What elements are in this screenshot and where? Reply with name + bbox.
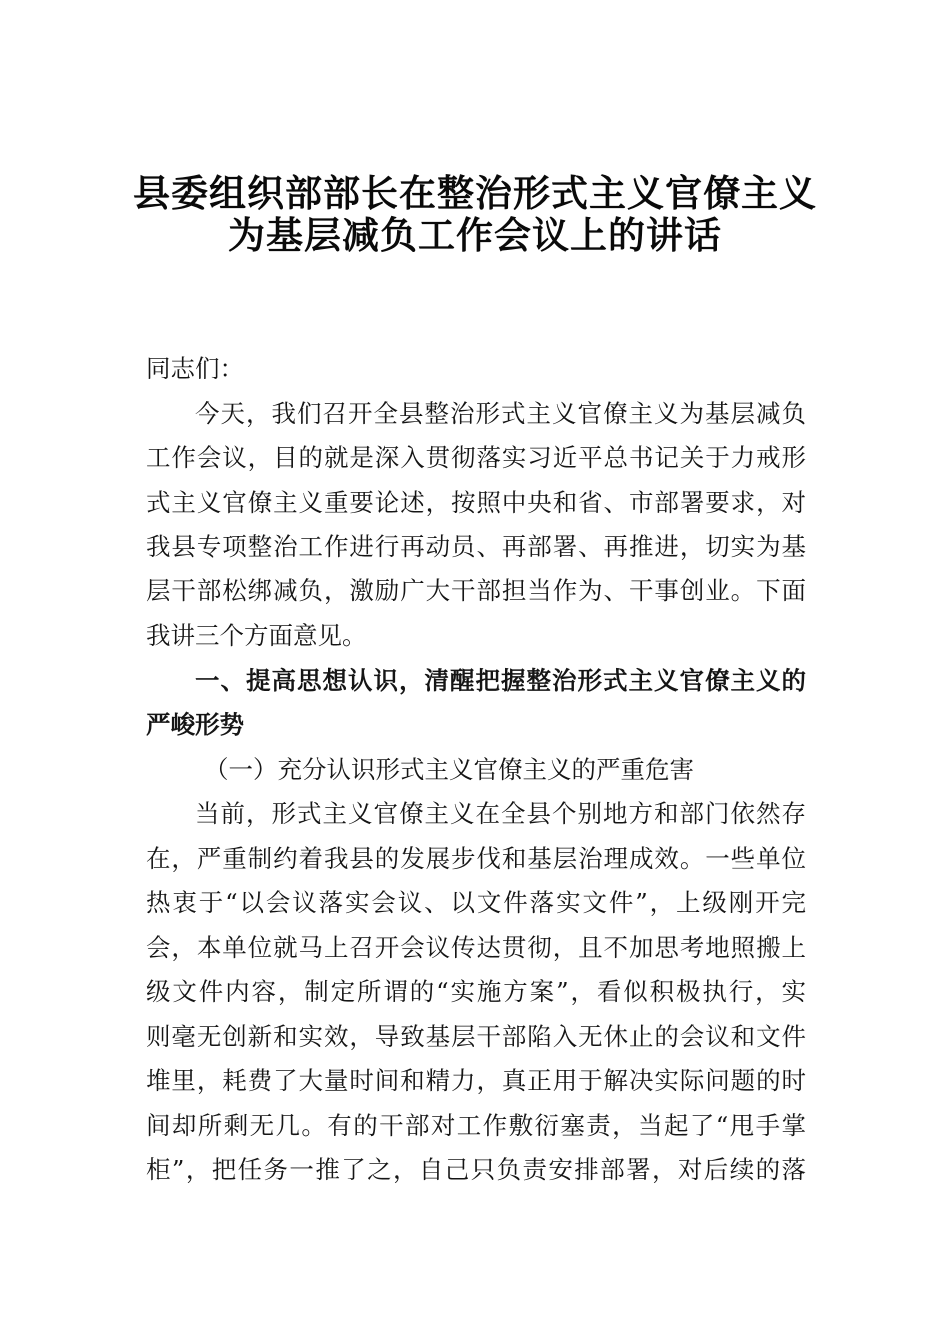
paragraph-line: 我讲三个方面意见。 — [146, 621, 367, 650]
paragraph-line: 热衷于“以会议落实会议、以文件落实文件”，上级刚开完 — [146, 888, 806, 917]
paragraph-line: 在，严重制约着我县的发展步伐和基层治理成效。一些单位 — [146, 844, 806, 873]
paragraph-line: 我县专项整治工作进行再动员、再部署、再推进，切实为基 — [146, 532, 806, 561]
paragraph-line: 层干部松绑减负，激励广大干部担当作为、干事创业。下面 — [146, 576, 806, 605]
paragraph-line: 级文件内容，制定所谓的“实施方案”，看似积极执行，实 — [146, 977, 806, 1006]
document-title-line-1: 县委组织部部长在整治形式主义官僚主义 — [133, 172, 817, 215]
paragraph-line: 柜”，把任务一推了之，自己只负责安排部署，对后续的落 — [146, 1155, 806, 1184]
subsection-heading: （一）充分认识形式主义官僚主义的严重危害 — [204, 755, 694, 784]
document-title-line-2: 为基层减负工作会议上的讲话 — [228, 214, 722, 257]
paragraph-line: 工作会议，目的就是深入贯彻落实习近平总书记关于力戒形 — [146, 443, 806, 472]
paragraph-line: 今天，我们召开全县整治形式主义官僚主义为基层减负 — [195, 399, 806, 428]
paragraph-line: 堆里，耗费了大量时间和精力，真正用于解决实际问题的时 — [146, 1066, 806, 1095]
paragraph-line: 当前，形式主义官僚主义在全县个别地方和部门依然存 — [195, 799, 806, 828]
salutation: 同志们： — [146, 354, 244, 383]
paragraph-line: 式主义官僚主义重要论述，按照中央和省、市部署要求，对 — [146, 488, 806, 517]
paragraph-line: 间却所剩无几。有的干部对工作敷衍塞责，当起了“甩手掌 — [146, 1111, 806, 1140]
paragraph-line: 则毫无创新和实效，导致基层干部陷入无休止的会议和文件 — [146, 1022, 806, 1051]
paragraph-line: 会，本单位就马上召开会议传达贯彻，且不加思考地照搬上 — [146, 933, 806, 962]
section-heading-line: 严峻形势 — [146, 710, 244, 739]
section-heading-line: 一、提高思想认识，清醒把握整治形式主义官僚主义的 — [195, 666, 806, 695]
